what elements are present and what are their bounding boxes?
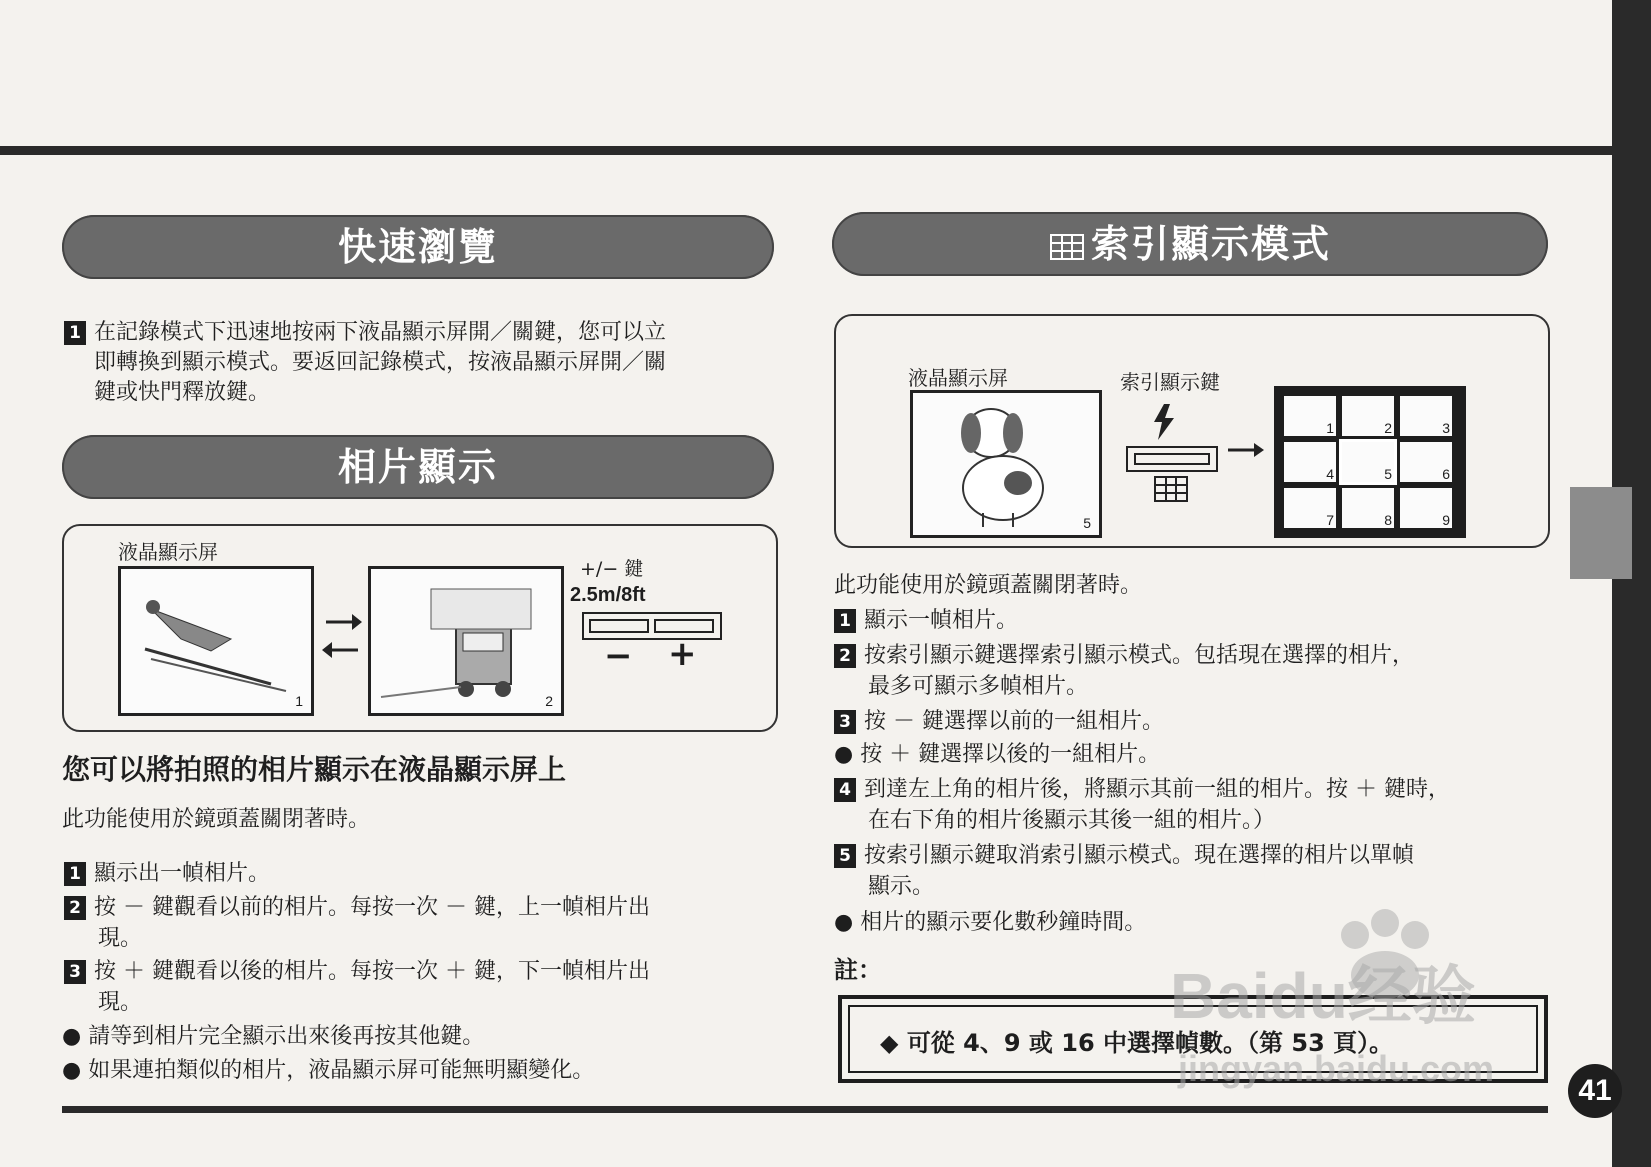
step-text: 到達左上角的相片後，將顯示其前一組的相片。按 ＋ 鍵時， xyxy=(864,777,1450,802)
grid-cell xyxy=(1342,488,1394,528)
text-line: 在記錄模式下迅速地按兩下液晶顯示屏開／關鍵，您可以立 xyxy=(94,320,667,345)
step-text: 按 － 鍵選擇以前的一組相片。 xyxy=(864,709,1164,734)
step-text-cont: 最多可顯示多幀相片。 xyxy=(868,674,1089,699)
step-3 xyxy=(64,956,784,1018)
text-line: 即轉換到顯示模式。要返回記錄模式，按液晶顯示屏開／關 xyxy=(94,350,667,375)
arrow-right-icon xyxy=(1226,440,1266,460)
minus-sign: − xyxy=(604,636,633,676)
section-title-index-display xyxy=(832,212,1548,276)
step-text-cont: 顯示。 xyxy=(868,874,935,899)
step-text: 按 ＋ 鍵觀看以後的相片。每按一次 ＋ 鍵，下一幀相片出 xyxy=(94,959,650,984)
screen-number: 5 xyxy=(1083,515,1091,531)
step-number: 2 xyxy=(834,644,856,668)
step-number: 1 xyxy=(834,609,856,633)
index-step-5 xyxy=(834,840,1554,902)
index-display-diagram xyxy=(834,314,1550,548)
grid-number: 8 xyxy=(1384,512,1392,528)
page-edge xyxy=(1612,0,1651,1167)
section-title-text: 索引顯示模式 xyxy=(1090,222,1331,266)
step-text: 按 － 鍵觀看以前的相片。每按一次 － 鍵，上一幀相片出 xyxy=(94,895,650,920)
step-text-cont: 現。 xyxy=(98,990,143,1015)
top-rule xyxy=(0,146,1612,155)
step-2 xyxy=(64,892,784,954)
screen-number: 2 xyxy=(545,693,553,709)
index-grid-icon xyxy=(1154,476,1188,502)
truck-illustration xyxy=(371,569,561,713)
grid-cell xyxy=(1284,488,1336,528)
grid-number: 4 xyxy=(1326,466,1334,482)
quick-review-text xyxy=(64,318,784,408)
index-key xyxy=(1126,446,1218,472)
arrows-icon xyxy=(322,606,362,666)
dog-illustration xyxy=(913,393,1099,535)
note-label: 註： xyxy=(834,956,882,984)
photo-display-heading: 您可以將拍照的相片顯示在液晶顯示屏上 xyxy=(62,753,567,786)
index-display-intro: 此功能使用於鏡頭蓋關閉著時。 xyxy=(834,573,1143,598)
lcd-label: 液晶顯示屏 xyxy=(908,366,1008,390)
grid-cell xyxy=(1400,396,1452,436)
index-step-3 xyxy=(834,706,1554,737)
step-number: 3 xyxy=(834,710,856,734)
step-text: 顯示一幀相片。 xyxy=(864,608,1019,633)
index-grid xyxy=(1274,386,1466,538)
section-title-photo-display: 相片顯示 xyxy=(62,435,774,499)
text-line: 鍵或快門釋放鍵。 xyxy=(94,380,271,405)
step-1 xyxy=(64,858,784,889)
ski-jumper-illustration xyxy=(121,569,311,713)
grid-number: 3 xyxy=(1442,420,1450,436)
bottom-rule xyxy=(62,1106,1548,1113)
grid-number: 6 xyxy=(1442,466,1450,482)
plus-minus-key xyxy=(582,612,722,640)
step-text: 按索引顯示鍵取消索引顯示模式。現在選擇的相片以單幀 xyxy=(864,843,1415,868)
step-text: 按索引顯示鍵選擇索引顯示模式。包括現在選擇的相片， xyxy=(864,643,1415,668)
step-text-cont: 在右下角的相片後顯示其後一組的相片。） xyxy=(868,808,1276,833)
photo-display-intro: 此功能使用於鏡頭蓋關閉著時。 xyxy=(62,807,371,832)
index-step-4 xyxy=(834,774,1554,836)
plus-sign: + xyxy=(668,634,697,674)
index-grid-icon xyxy=(1049,233,1085,261)
page-number: 41 xyxy=(1568,1064,1622,1118)
grid-cell xyxy=(1284,396,1336,436)
grid-cell xyxy=(1400,442,1452,482)
step-number: 1 xyxy=(64,862,86,886)
index-key-inner xyxy=(1134,453,1210,465)
step-text-cont: 現。 xyxy=(98,926,143,951)
bullet-wait: ● 請等到相片完全顯示出來後再按其他鍵。 xyxy=(62,1024,485,1049)
chapter-tab xyxy=(1570,487,1632,579)
bullet-time: ● 相片的顯示要化數秒鐘時間。 xyxy=(834,910,1147,935)
lightning-icon xyxy=(1152,404,1176,440)
distance-label: 2.5m/8ft xyxy=(570,584,646,606)
grid-cell xyxy=(1284,442,1336,482)
section-title-quick-review: 快速瀏覽 xyxy=(62,215,774,279)
plus-key xyxy=(654,619,714,633)
grid-cell xyxy=(1400,488,1452,528)
grid-cell-selected xyxy=(1342,442,1394,482)
step-number: 5 xyxy=(834,844,856,868)
note-text: ◆ 可從 4、9 或 16 中選擇幀數。（第 53 頁）。 xyxy=(848,1005,1538,1073)
grid-number: 9 xyxy=(1442,512,1450,528)
step-number: 2 xyxy=(64,896,86,920)
watermark-logo: Baidu经验 xyxy=(1170,960,1476,1032)
step-text: 顯示出一幀相片。 xyxy=(94,861,271,886)
minus-key xyxy=(589,619,649,633)
grid-number: 2 xyxy=(1384,420,1392,436)
index-step-1 xyxy=(834,605,1554,636)
lcd-screen xyxy=(910,390,1102,538)
grid-number: 1 xyxy=(1326,420,1334,436)
bullet-plus: ● 按 ＋ 鍵選擇以後的一組相片。 xyxy=(834,742,1161,767)
step-number: 4 xyxy=(834,778,856,802)
bullet-burst: ● 如果連拍類似的相片，液晶顯示屏可能無明顯變化。 xyxy=(62,1058,595,1083)
step-number: 1 xyxy=(64,321,86,345)
grid-cell xyxy=(1342,396,1394,436)
grid-number: 7 xyxy=(1326,512,1334,528)
lcd-screen-1 xyxy=(118,566,314,716)
plus-minus-key-label: +/− 鍵 xyxy=(580,558,644,580)
step-number: 3 xyxy=(64,960,86,984)
watermark-url: jingyan.baidu.com xyxy=(1178,1048,1495,1089)
index-key-label: 索引顯示鍵 xyxy=(1120,370,1220,394)
lcd-screen-2 xyxy=(368,566,564,716)
lcd-label: 液晶顯示屏 xyxy=(118,540,218,564)
grid-number: 5 xyxy=(1384,466,1392,482)
photo-display-diagram xyxy=(62,524,778,732)
screen-number: 1 xyxy=(295,693,303,709)
index-step-2 xyxy=(834,640,1554,702)
